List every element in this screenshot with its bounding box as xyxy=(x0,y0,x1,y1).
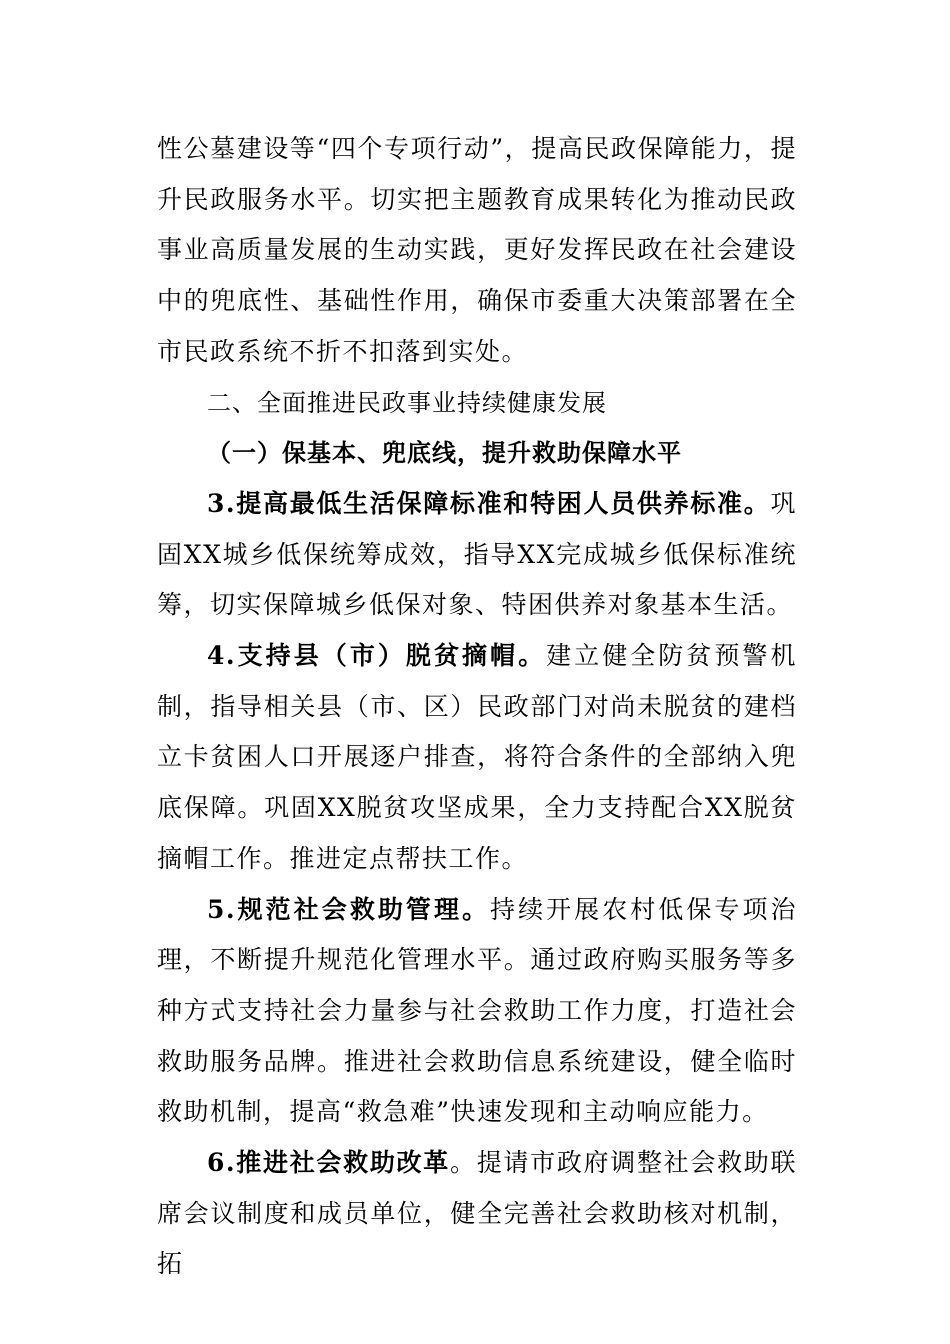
paragraph-item-4 xyxy=(157,631,797,885)
document-page xyxy=(157,124,797,1290)
item-3-lead: 3.提高最低生活保障标准和特困人员供养标准。 xyxy=(207,488,771,518)
paragraph-item-6 xyxy=(157,1138,797,1290)
item-4-body: 建立健全防贫预警机制，指导相关县（市、区）民政部门对尚未脱贫的建档立卡贫困人口开展逐户排查，将符合条件的全部纳入兜底保障。巩固XX脱贫攻坚成果，全力支持配合XX脱贫摘帽工作。推进定点帮扶工作。 xyxy=(157,641,797,873)
paragraph-item-3 xyxy=(157,479,797,631)
sub-heading: （一）保基本、兜底线，提升救助保障水平 xyxy=(207,438,682,468)
item-5-lead: 5.规范社会救助管理。 xyxy=(207,894,491,924)
paragraph-item-5 xyxy=(157,885,797,1139)
item-3-body: 巩固XX城乡低保统筹成效，指导XX完成城乡低保标准统筹，切实保障城乡低保对象、特困供养对象基本生活。 xyxy=(157,488,797,620)
item-6-body: 。提请市政府调整社会救助联席会议制度和成员单位，健全完善社会救助核对机制，拓 xyxy=(157,1148,797,1279)
item-4-lead: 4.支持县（市）脱贫摘帽。 xyxy=(207,641,547,671)
item-5-body: 持续开展农村低保专项治理，不断提升规范化管理水平。通过政府购买服务等多种方式支持社会力量参与社会救助工作力度，打造社会救助服务品牌。推进社会救助信息系统建设，健全临时救助机制，提高“救急难”快速发现和主动响应能力。 xyxy=(157,894,797,1127)
paragraph-intro: 性公墓建设等“四个专项行动”，提高民政保障能力，提升民政服务水平。切实把主题教育成果转化为推动民政事业高质量发展的生动实践，更好发挥民政在社会建设中的兜底性、基础性作用，确保市委重大决策部署在全市民政系统不折不扣落到实处。 xyxy=(157,134,797,366)
section-heading: 二、全面推进民政事业持续健康发展 xyxy=(207,388,607,417)
item-6-lead: 6.推进社会救助改革 xyxy=(207,1148,450,1178)
